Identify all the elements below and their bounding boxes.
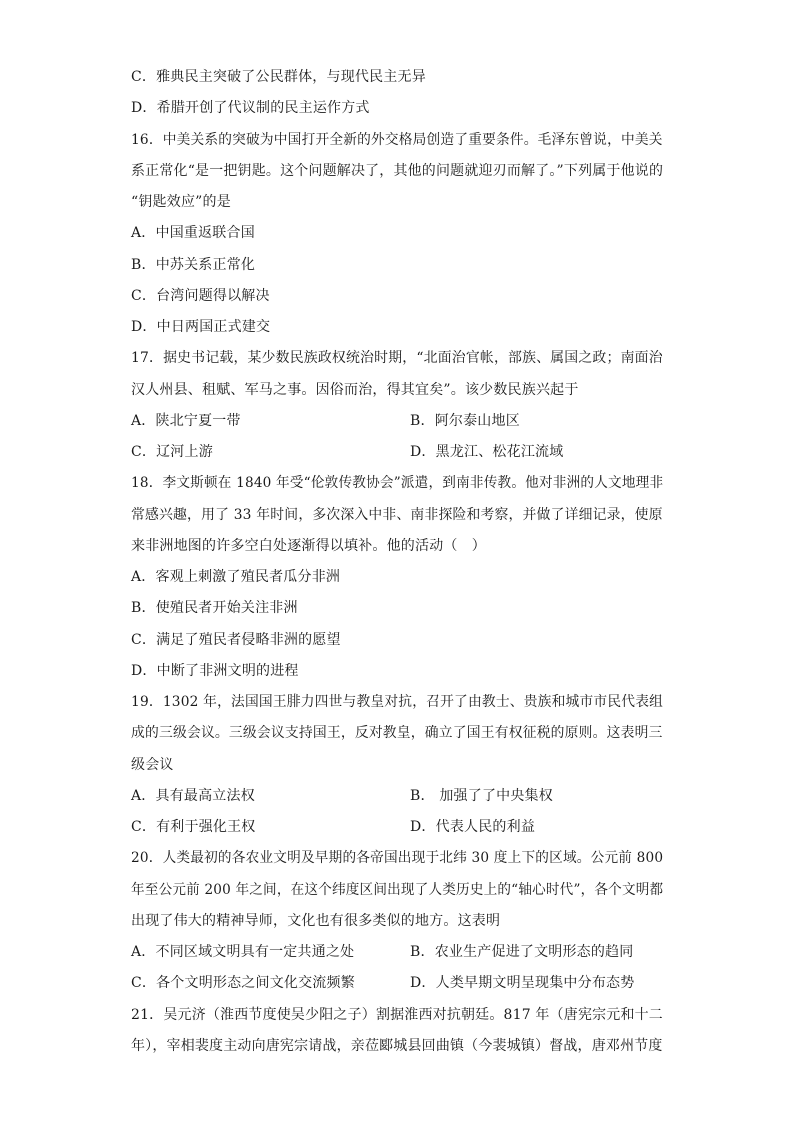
q17-stem-line-2: 汉人州县、租赋、军马之事。因俗而治，得其宜矣”。该少数民族兴起于 (131, 382, 579, 398)
q17-option-c: C．辽河上游 (131, 444, 213, 460)
q19-stem-line-1: 19．1302 年，法国国王腓力四世与教皇对抗，召开了由教士、贵族和城市市民代表组 (131, 694, 664, 710)
q20-option-a: A．不同区域文明具有一定共通之处 (131, 944, 355, 960)
q19-option-b: B． 加强了了中央集权 (410, 788, 553, 804)
q18-stem-line-1: 18．李文斯顿在 1840 年受“伦敦传教协会”派遣，到南非传教。他对非洲的人文地理非 (131, 475, 664, 491)
q20-stem-line-3: 出现了伟大的精神导师，文化也有很多类似的地方。这表明 (131, 913, 501, 929)
q20-stem-line-1: 20．人类最初的各农业文明及早期的各帝国出现于北纬 30 度上下的区域。公元前 800 (131, 850, 664, 866)
q16-stem-line-1: 16．中美关系的突破为中国打开全新的外交格局创造了重要条件。毛泽东曾说，中美关 (131, 132, 663, 148)
q15-option-d: D．希腊开创了代议制的民主运作方式 (131, 100, 370, 116)
q20-option-d: D．人类早期文明呈现集中分布态势 (410, 975, 635, 991)
q19-option-a: A．具有最高立法权 (131, 788, 255, 804)
q16-option-c: C．台湾问题得以解决 (131, 288, 270, 304)
q21-stem-line-1: 21．吴元济（淮西节度使吴少阳之子）割据淮西对抗朝廷。817 年（唐宪宗元和十二 (131, 1007, 663, 1023)
q21-stem-line-2: 年），宰相裴度主动向唐宪宗请战，亲莅郾城县回曲镇（今裴城镇）督战，唐邓州节度 (131, 1038, 663, 1054)
q20-option-b: B．农业生产促进了文明形态的趋同 (410, 944, 634, 960)
q17-option-a: A．陕北宁夏一带 (131, 413, 241, 429)
q20-option-c: C．各个文明形态之间文化交流频繁 (131, 975, 355, 991)
q18-stem-line-3: 来非洲地图的许多空白处逐渐得以填补。他的活动（ ） (131, 538, 486, 554)
q16-option-a: A．中国重返联合国 (131, 225, 255, 241)
q19-option-d: D．代表人民的利益 (410, 819, 536, 835)
q16-stem-line-3: “钥匙效应”的是 (131, 194, 231, 210)
q19-stem-line-2: 成的三级会议。三级会议支持国王，反对教皇，确立了国王有权征税的原则。这表明三 (131, 725, 663, 741)
q15-option-c: C．雅典民主突破了公民群体，与现代民主无异 (131, 69, 426, 85)
q18-option-c: C．满足了殖民者侵略非洲的愿望 (131, 632, 341, 648)
q18-option-a: A．客观上刺激了殖民者瓜分非洲 (131, 569, 341, 585)
q17-option-b: B．阿尔泰山地区 (410, 413, 520, 429)
q16-option-b: B．中苏关系正常化 (131, 257, 256, 273)
q20-stem-line-2: 年至公元前 200 年之间，在这个纬度区间出现了人类历史上的“轴心时代”，各个文明都 (131, 882, 664, 898)
q18-option-d: D．中断了非洲文明的进程 (131, 663, 299, 679)
q18-option-b: B．使殖民者开始关注非洲 (131, 600, 298, 616)
q17-stem-line-1: 17．据史书记载，某少数民族政权统治时期，“北面治官帐，部族、属国之政；南面治 (131, 350, 663, 366)
q19-stem-line-3: 级会议 (131, 757, 174, 773)
q17-option-d: D．黑龙江、松花江流域 (410, 444, 564, 460)
q16-stem-line-2: 系正常化“是一把钥匙。这个问题解决了，其他的问题就迎刃而解了。”下列属于他说的 (131, 163, 664, 179)
q19-option-c: C．有利于强化王权 (131, 819, 256, 835)
q18-stem-line-2: 常感兴趣，用了 33 年时间，多次深入中非、南非探险和考察，并做了详细记录，使原 (131, 507, 663, 523)
q16-option-d: D．中日两国正式建交 (131, 319, 271, 335)
